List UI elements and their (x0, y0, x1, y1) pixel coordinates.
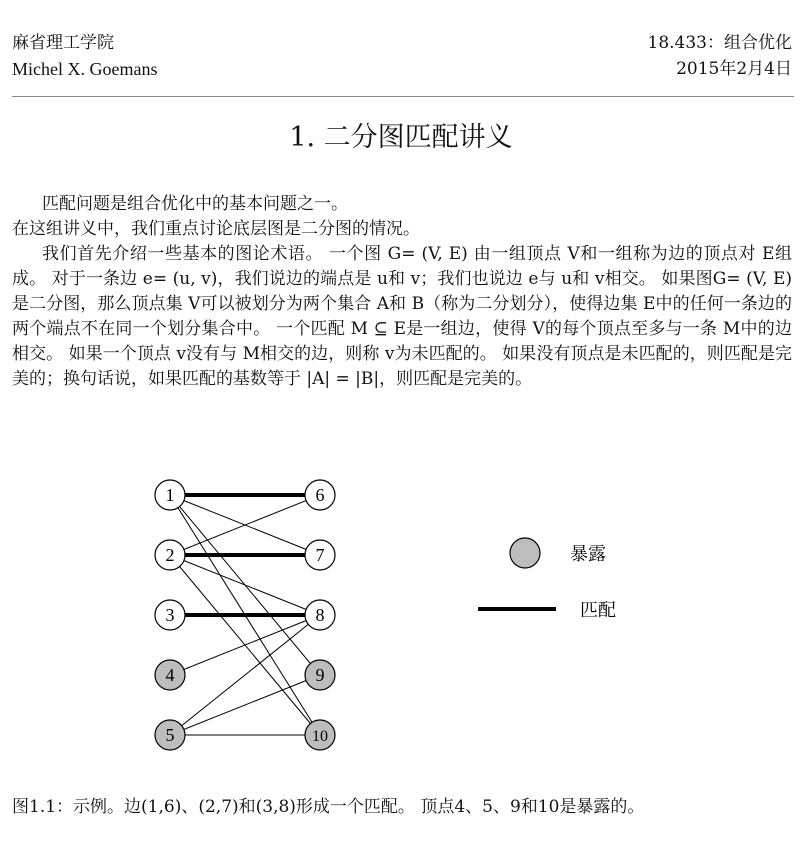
vertex-label-6: 6 (315, 485, 325, 505)
legend-matching-label: 匹配 (580, 600, 616, 620)
graph-edge-4-8 (170, 615, 320, 675)
page-header-left (12, 30, 157, 82)
paragraph-1: 匹配问题是组合优化中的基本问题之一。 (42, 194, 348, 214)
graph-edge-5-9 (170, 675, 320, 735)
date: 2015年2月4日 (676, 59, 792, 79)
vertex-label-4: 4 (165, 665, 175, 685)
page-title: 1. 二分图匹配讲义 (289, 122, 513, 153)
vertex-label-3: 3 (165, 605, 175, 625)
vertex-label-7: 7 (315, 545, 325, 565)
course-title: 18.433：组合优化 (647, 33, 792, 53)
vertex-label-2: 2 (165, 545, 175, 565)
body-text (12, 192, 792, 392)
graph-edge-2-8 (170, 555, 320, 615)
legend-exposed-label: 暴露 (570, 544, 606, 564)
vertex-label-8: 8 (315, 605, 325, 625)
author: Michel X. Goemans (12, 59, 158, 79)
vertex-label-1: 1 (165, 485, 175, 505)
vertex-label-9: 9 (315, 665, 325, 685)
graph-edge-5-8 (170, 615, 320, 735)
legend-exposed-icon (510, 538, 540, 568)
vertex-label-10: 10 (312, 728, 328, 745)
institution: 麻省理工学院 (12, 33, 114, 53)
page-header-right (648, 30, 792, 82)
figure-caption: 图1.1：示例。边(1,6)、(2,7)和(3,8)形成一个匹配。 顶点4、5、9和10是暴露的。 (12, 797, 645, 817)
paragraph-3: 我们首先介绍一些基本的图论术语。 一个图 G= (V, E) 由一组顶点 V和一组称为边的顶点对 E组成。 对于一条边 e= (u, v)，我们说边的端点是 u和 v；我们也说边 e与 u和 v相交。 如果图G= (V, E) 是二分图，那么顶点集 V可以被划分为两个集合 A和 B（称为二分划分），使得边集 E中的任何一条边的两个端点不在同一个划分集合中。 一个匹配 M ⊆ E是一组边，使得 V的每个顶点至多与一条 M中的边相交。 如果一个顶点 v没有与 M相交的边，则称 v为未匹配的。 如果没有顶点是未匹配的，则匹配是完美的；换句话说，如果匹配的基数等于 |A| = |B|，则匹配是完美的。 (12, 244, 792, 389)
bipartite-graph-figure (0, 460, 802, 780)
paragraph-2: 在这组讲义中，我们重点讨论底层图是二分图的情况。 (12, 219, 420, 239)
header-rule (12, 96, 794, 97)
vertex-label-5: 5 (165, 725, 175, 745)
